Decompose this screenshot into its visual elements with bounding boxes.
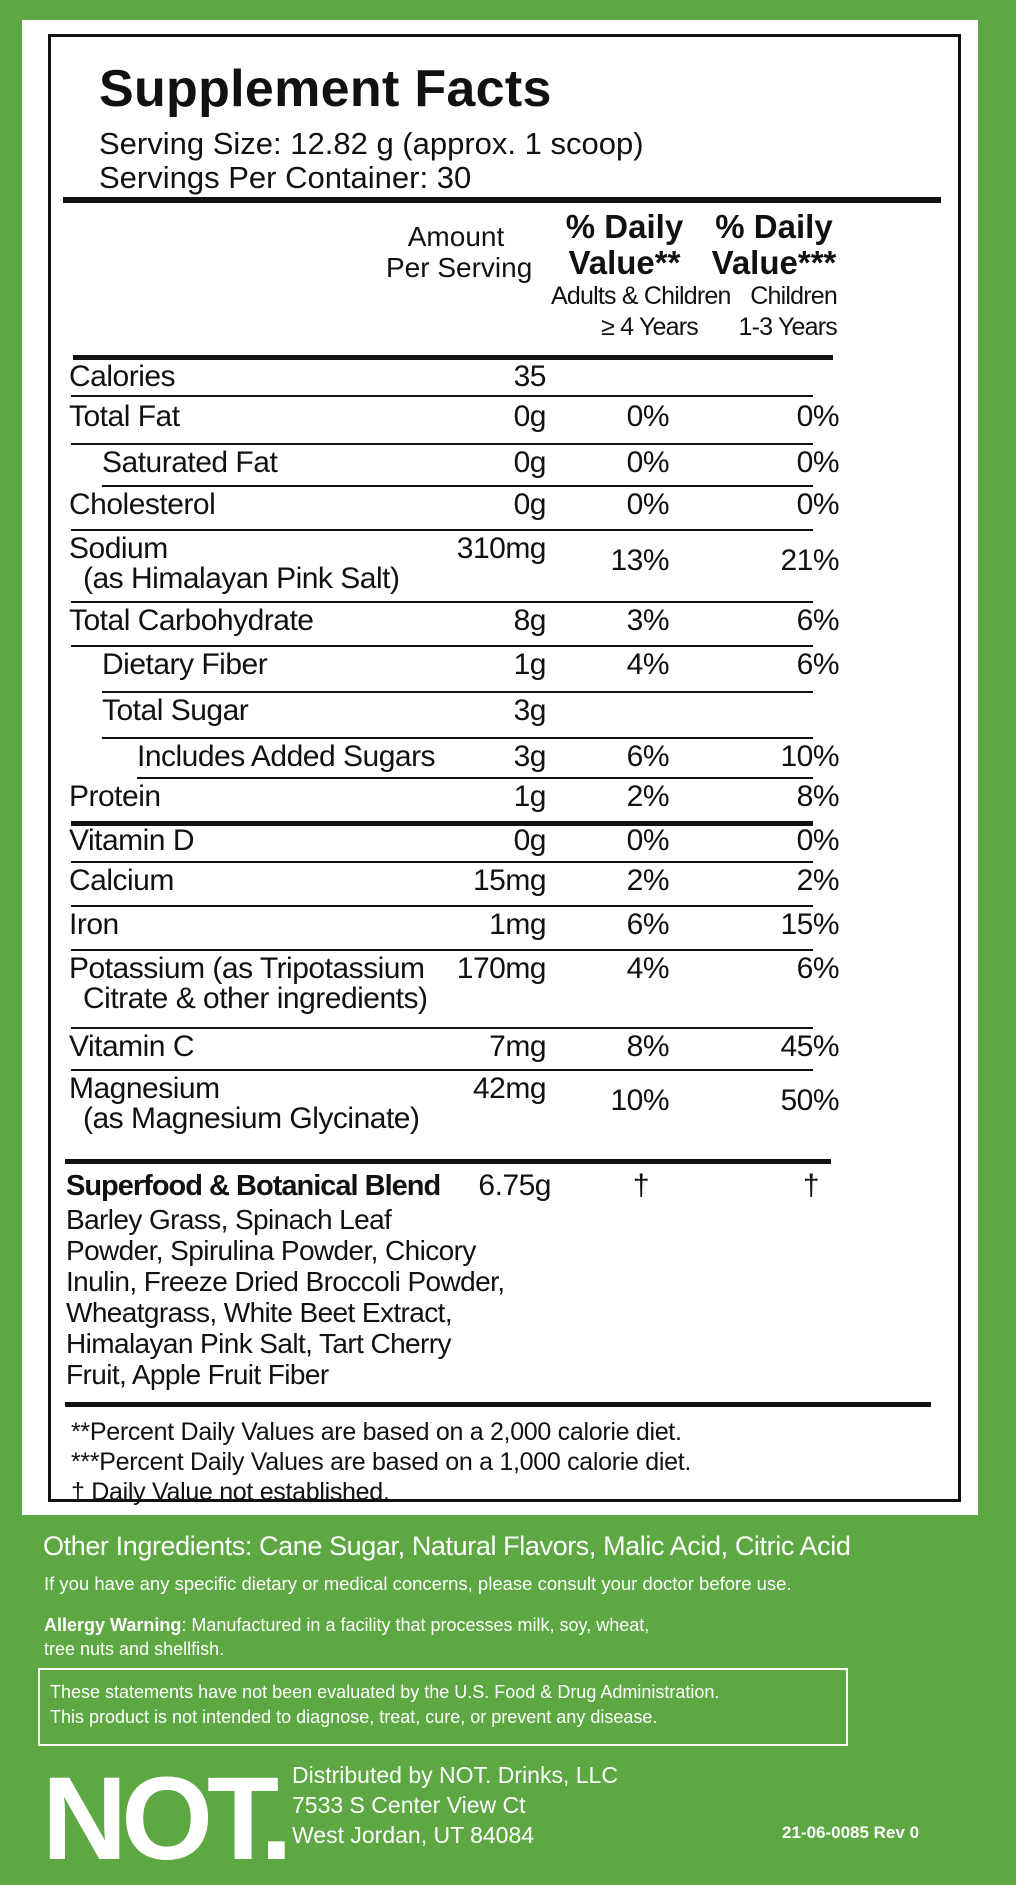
row-divider — [71, 601, 813, 603]
distributor-line2: 7533 S Center View Ct — [292, 1792, 526, 1818]
nutrient-name: Protein — [69, 780, 161, 813]
nutrient-dv-adults: 6% — [626, 740, 669, 773]
nutrient-dv-adults: 4% — [626, 952, 669, 985]
row-divider — [71, 645, 813, 647]
row-divider — [71, 443, 813, 445]
footnotes — [71, 1417, 691, 1507]
nutrient-dv-children: 6% — [796, 604, 839, 637]
nutrient-dv-adults: 2% — [626, 780, 669, 813]
amount-header-line2: Per Serving — [386, 252, 533, 283]
header-thick-rule — [63, 197, 941, 203]
nutrient-dv-adults: 13% — [610, 544, 669, 577]
fda-line2: This product is not intended to diagnose, treat, cure, or prevent any disease. — [50, 1707, 658, 1727]
distributor-line3: West Jordan, UT 84084 — [292, 1822, 535, 1848]
nutrient-name: Total Carbohydrate — [69, 604, 314, 637]
row-divider — [102, 737, 813, 739]
brand-logo — [42, 1753, 287, 1885]
fda-disclaimer — [50, 1680, 719, 1730]
nutrient-dv-children: 0% — [796, 488, 839, 521]
nutrient-dv-adults: 8% — [626, 1030, 669, 1063]
nutrient-amount: 35 — [513, 360, 546, 393]
nutrient-amount: 1mg — [489, 908, 546, 941]
nutrient-dv-adults: 0% — [626, 400, 669, 433]
nutrient-dv-children: 10% — [780, 740, 839, 773]
nutrient-amount: 0g — [513, 488, 546, 521]
servings-per-container: Servings Per Container: 30 — [99, 160, 472, 195]
columns-thick-rule — [73, 355, 833, 360]
nutrient-dv-adults: 2% — [626, 864, 669, 897]
dv-children-header — [711, 209, 837, 343]
nutrient-amount: 42mg — [472, 1072, 546, 1105]
nutrient-dv-children: 15% — [780, 908, 839, 941]
footnote-2000: **Percent Daily Values are based on a 2,000 calorie diet. — [71, 1418, 682, 1446]
nutrient-dv-children: 6% — [796, 648, 839, 681]
blend-ingredients — [66, 1204, 504, 1390]
nutrient-dv-adults: 4% — [626, 648, 669, 681]
blend-line: Inulin, Freeze Dried Broccoli Powder, — [66, 1266, 505, 1297]
nutrient-amount: 1g — [513, 648, 546, 681]
nutrient-name: Magnesium — [69, 1072, 220, 1105]
nutrient-dv-adults: 6% — [626, 908, 669, 941]
amount-header-line1: Amount — [407, 221, 505, 252]
blend-line: Powder, Spirulina Powder, Chicory — [66, 1235, 476, 1266]
nutrient-dv-children: 50% — [780, 1084, 839, 1117]
nutrient-amount: 0g — [513, 400, 546, 433]
distributor — [292, 1760, 618, 1850]
nutrient-name: Total Sugar — [102, 694, 249, 727]
revision-code: 21-06-0085 Rev 0 — [782, 1823, 920, 1842]
blend-dv-children: † — [802, 1169, 820, 1202]
logo-dot: . — [260, 1753, 287, 1885]
nutrient-dv-children: 0% — [796, 400, 839, 433]
nutrient-amount: 8g — [513, 604, 546, 637]
fda-line1: These statements have not been evaluated by the U.S. Food & Drug Administration. — [50, 1682, 720, 1702]
footnote-1000: ***Percent Daily Values are based on a 1,000 calorie diet. — [71, 1448, 692, 1476]
nutrient-dv-adults: 3% — [626, 604, 669, 637]
nutrient-dv-children: 2% — [796, 864, 839, 897]
nutrient-name: Cholesterol — [69, 488, 216, 521]
nutrient-amount: 7mg — [489, 1030, 546, 1063]
nutrient-amount: 0g — [513, 824, 546, 857]
dv-adults-sub1: Adults & Children — [551, 282, 731, 310]
nutrient-name: Calcium — [69, 864, 174, 897]
blend-thick-rule — [65, 1159, 831, 1164]
dv-children-line1: % Daily — [715, 208, 833, 245]
nutrient-dv-children: 8% — [796, 780, 839, 813]
row-divider — [71, 905, 813, 907]
blend-name: Superfood & Botanical Blend — [66, 1170, 441, 1202]
nutrient-dv-children: 0% — [796, 446, 839, 479]
nutrient-dv-adults: 10% — [610, 1084, 669, 1117]
consult-note: If you have any specific dietary or medical concerns, please consult your doctor before use. — [44, 1573, 792, 1594]
nutrient-name: Vitamin D — [69, 824, 194, 857]
nutrient-name: Includes Added Sugars — [137, 740, 436, 773]
nutrient-amount: 310mg — [456, 532, 546, 565]
dv-children-line2: Value*** — [711, 244, 837, 281]
nutrient-dv-adults: 0% — [626, 488, 669, 521]
dv-adults-line1: % Daily — [565, 208, 684, 245]
allergy-line2: tree nuts and shellfish. — [44, 1639, 225, 1659]
nutrient-name: Sodium — [69, 532, 168, 565]
dv-adults-sub2: ≥ 4 Years — [601, 313, 698, 341]
nutrient-name: Saturated Fat — [102, 446, 278, 479]
row-divider — [71, 395, 813, 397]
nutrient-name: Vitamin C — [69, 1030, 194, 1063]
allergy-warning — [44, 1613, 649, 1661]
blend-dv-adults: † — [632, 1169, 650, 1202]
supplement-facts-panel — [22, 20, 978, 1515]
logo-text: NOT — [42, 1753, 260, 1885]
nutrient-name: Total Fat — [69, 400, 180, 433]
row-divider — [137, 777, 813, 779]
row-divider — [71, 1069, 813, 1071]
nutrient-dv-adults: 0% — [626, 446, 669, 479]
blend-line: Barley Grass, Spinach Leaf — [66, 1204, 392, 1235]
row-divider — [71, 949, 813, 951]
nutrient-dv-children: 6% — [796, 952, 839, 985]
nutrient-dv-children: 45% — [780, 1030, 839, 1063]
nutrient-dv-children: 0% — [796, 824, 839, 857]
blend-amount: 6.75g — [478, 1169, 551, 1202]
facts-title: Supplement Facts — [99, 60, 552, 118]
row-divider — [102, 485, 813, 487]
nutrient-amount: 15mg — [472, 864, 546, 897]
dv-adults-header — [551, 208, 731, 343]
serving-size: Serving Size: 12.82 g (approx. 1 scoop) — [99, 126, 644, 161]
nutrient-amount: 3g — [513, 740, 546, 773]
row-divider — [71, 861, 813, 863]
nutrient-amount: 1g — [513, 780, 546, 813]
fda-disclaimer-box — [38, 1668, 848, 1746]
allergy-line1: : Manufactured in a facility that processes milk, soy, wheat, — [181, 1615, 650, 1635]
nutrient-name: Potassium (as Tripotassium — [69, 952, 425, 985]
nutrient-name: Iron — [69, 908, 119, 941]
row-divider — [71, 529, 813, 531]
blend-line: Fruit, Apple Fruit Fiber — [66, 1359, 329, 1390]
nutrient-amount: 3g — [513, 694, 546, 727]
nutrient-subtext: (as Himalayan Pink Salt) — [83, 562, 400, 595]
blend-line: Himalayan Pink Salt, Tart Cherry — [66, 1328, 451, 1359]
allergy-label: Allergy Warning — [44, 1615, 182, 1635]
dv-children-sub2: 1-3 Years — [738, 313, 837, 341]
nutrient-name: Calories — [69, 360, 176, 393]
amount-header — [386, 221, 533, 283]
other-ingredients: Other Ingredients: Cane Sugar, Natural Flavors, Malic Acid, Citric Acid — [43, 1531, 851, 1561]
nutrient-subtext: Citrate & other ingredients) — [83, 982, 428, 1015]
dv-adults-line2: Value** — [568, 244, 681, 281]
nutrient-dv-children: 21% — [780, 544, 839, 577]
nutrient-name: Dietary Fiber — [102, 648, 268, 681]
nutrient-subtext: (as Magnesium Glycinate) — [83, 1102, 420, 1135]
row-divider — [102, 691, 813, 693]
nutrient-amount: 0g — [513, 446, 546, 479]
nutrient-amount: 170mg — [456, 952, 546, 985]
distributor-line1: Distributed by NOT. Drinks, LLC — [292, 1762, 618, 1788]
nutrient-dv-adults: 0% — [626, 824, 669, 857]
footnote-thick-rule — [65, 1402, 931, 1407]
blend-line: Wheatgrass, White Beet Extract, — [66, 1297, 452, 1328]
row-divider — [71, 1027, 813, 1029]
dv-children-sub1: Children — [750, 282, 837, 310]
footnote-dagger: † Daily Value not established. — [71, 1478, 390, 1506]
facts-frame — [48, 34, 961, 1506]
